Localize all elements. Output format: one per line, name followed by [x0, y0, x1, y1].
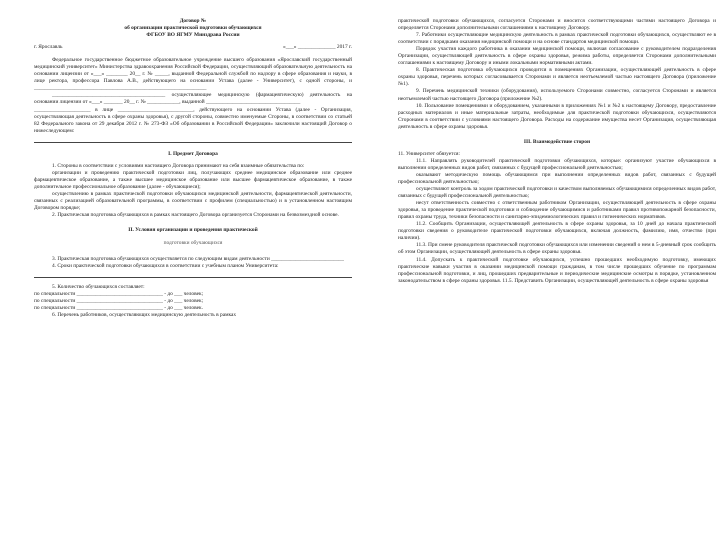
clause-3-1: 11. Университет обязуется: [398, 150, 460, 157]
clause-2-4: 6. Перечень работников, осуществляющих медицинскую деятельность в рамках [52, 312, 237, 319]
preamble-1: Федеральное государственное бюджетное образовательное учреждение высшего образования «Ярославский государственный медицинский университет» Министерства здравоохранения Российской Федерации, осуществляющий образовательную деятельность на основании лицензии от «___» ________ 20__ г. № _____, выданной Федеральной службой по надзору в сфере образования и науки, в лице ректора, профессора Павлова А.В., действующего на основании Устава (далее - Университет), с одной стороны, и ________________________________________________________________ [34, 57, 352, 92]
clause-3-1-5: 11.2. Сообщить Организации, осуществляющей деятельность в сфере охраны здоровья, за 10 дней до начала практической подготовки сведения о руководителе практической подготовки обучающихся, включая должность, фамилию, имя, отчество (при наличии). [398, 221, 716, 242]
count-1: по специальности ________________________________ - до ___ человек; [34, 291, 204, 298]
right-intro: практической подготовки обучающихся, согласуется Сторонами и вносится соответствующими частями настоящего Договора и определяется Сторонами дополнительными соглашениями к настоящему Договору. [398, 18, 716, 32]
section-2-heading: II. Условия организации и проведения практической [128, 227, 258, 234]
count-3: по специальности ________________________________ - до ___ человек. [34, 305, 203, 312]
place: г. Ярославль [34, 44, 63, 51]
place-date-row [34, 44, 352, 51]
clause-3-1-7: 11.4. Допускать к практической подготовке обучающихся, успешно прошедших необходимую подготовку, имеющих практические навыки участия в оказании медицинской помощи гражданам, в том числе прошедших обучение по программам профессиональной подготовки, и лиц, прошедших предварительные и периодические медицинские осмотры в порядке, установленном законодательством в сфере охраны здоровья. 11.5. Представить Организации, осуществляющей деятельность в сфере охраны здоровья [398, 256, 716, 284]
clause-1-1-b: осуществлению в рамках практической подготовки обучающихся медицинской деятельности, фармацевтической деятельности, связанных с реализацией образовательной программы, в соответствии с профилем (специальностью) и в установленном настоящим Договором порядке; [34, 190, 352, 212]
clause-1-1: 1. Стороны в соответствии с условиями настоящего Договора принимают на себя взаимные обязательства по: [52, 162, 305, 169]
section-2-subheading: подготовки обучающихся [163, 239, 223, 246]
clause-2-2: 4. Сроки практической подготовки обучающихся в соответствии с учебным планом Университета: [52, 263, 279, 270]
doc-title: Договор № [179, 18, 207, 24]
date: «___» ______________ 2017 г. [283, 44, 352, 51]
doc-university: ФГБОУ ВО ЯГМУ Минздрава России [146, 32, 240, 39]
clause-3-1-3: осуществляют контроль за ходом практической подготовки и качеством выполняемых обучающимися определенных видов работ, связанных с будущей профессиональной деятельностью; [398, 186, 716, 200]
blank-line [34, 137, 352, 143]
clause-3-1-4: несут ответственность совместно с ответственным работником Организации, осуществляющей деятельность в сфере охраны здоровья, за проведение практической подготовки и соблюдение обучающимися и работниками правил противопожарной безопасности, правил охраны труда, техники безопасности и санитарно-эпидемиологических правил и гигиенических нормативов. [398, 200, 716, 221]
right-para-3: 8. Практическая подготовка обучающихся проводится в помещениях Организации, осуществляющей деятельность в сфере охраны здоровья, перечень которых согласовывается Сторонами и является неотъемлемой частью настоящего Договора (приложение №1). [398, 67, 716, 88]
clause-3-1-2: оказывают методическую помощь обучающимся при выполнении определенных видов работ, связанных с будущей профессиональной деятельностью; [398, 171, 716, 185]
right-para-1: 7. Работники осуществляющие медицинскую деятельность в рамках практической подготовки обучающихся, осуществляют ее в соответствии с порядками оказания медицинской помощи и на основе стандартов медицинской помощи. [398, 32, 716, 46]
clause-3-1-1: 11.1. Направлять руководителей практической подготовки обучающихся, которые: организуют участие обучающихся в выполнении определенных видов работ, связанных с будущей профессиональной деятельностью; [398, 157, 716, 171]
section-1-heading: I. Предмет Договора [168, 150, 218, 157]
clause-1-2: 2. Практическая подготовка обучающихся в рамках настоящего Договора организуется Сторонами на безвозмездной основе. [52, 212, 339, 219]
blank-line [34, 272, 352, 278]
preamble-3: _____________________ в лице ____________________________, действующего на основании Устава (далее - Организация, осуществляющая деятельность в сфере охраны здоровья), с другой стороны, совместно именуемые Стороны, в соответствии со статьей 82 Федерального закона от 29 декабря 2012 г. № 273-ФЗ «Об образовании в Российской Федерации» заключили настоящий Договор о нижеследующем: [34, 106, 352, 134]
right-column [398, 18, 716, 285]
count-2: по специальности ________________________________ - до ___ человек; [34, 298, 204, 305]
clause-2-1: 3. Практическая подготовка обучающихся осуществляется по следующим видам деятельности ___________________________ [52, 256, 344, 262]
right-para-5: 10. Пользование помещениями и оборудованием, указанными в приложениях №1 и №2 к настоящему Договору, предоставление расходных материалов и иные материальные затраты, необходимые для практической подготовки обучающихся, осуществляются Сторонами в соответствии с условиями настоящего Договора. Расходы на содержание имущества несет Организация, осуществляющая деятельность в сфере охраны здоровья. [398, 102, 716, 130]
clause-3-1-6: 11.3. При смене руководителя практической подготовки обучающихся или изменении сведений о нем в 5-дневный срок сообщить об этом Организации, осуществляющей деятельность в сфере охраны здоровья. [398, 242, 716, 256]
left-column [34, 18, 352, 319]
right-para-2: Порядок участия каждого работника в оказании медицинской помощи, включая согласование с руководителем подразделения Организации, осуществляющей деятельность в сфере охраны здоровья, режима работы, определяется Сторонами дополнительными соглашениями к настоящему Договору и иными локальными нормативными актами. [398, 46, 716, 67]
section-3-heading: III. Взаимодействие сторон [523, 138, 591, 145]
doc-subtitle: об организации практической подготовки обучающихся [124, 25, 262, 32]
clause-2-3: 5. Количество обучающихся составляет: [52, 284, 145, 291]
right-para-4: 9. Перечень медицинской техники (оборудования), используемого Сторонами совместно, согласуется Сторонами и является неотъемлемой частью настоящего Договора (приложение №2). [398, 88, 716, 102]
preamble-2: __________________________________________ осуществляющее медицинскую (фармацевтическую) деятельность на основании лицензии от «___» _______ 20__ г. № ____________, выданной ___________________________________ [34, 92, 352, 106]
clause-1-1-a: организации и проведению практической подготовки лиц, получающих среднее медицинское образование или среднее фармацевтическое образование, а также высшее медицинское образование или высшее фармацевтическое образование, в также дополнительное профессиональное образование (далее - обучающиеся); [34, 169, 352, 190]
